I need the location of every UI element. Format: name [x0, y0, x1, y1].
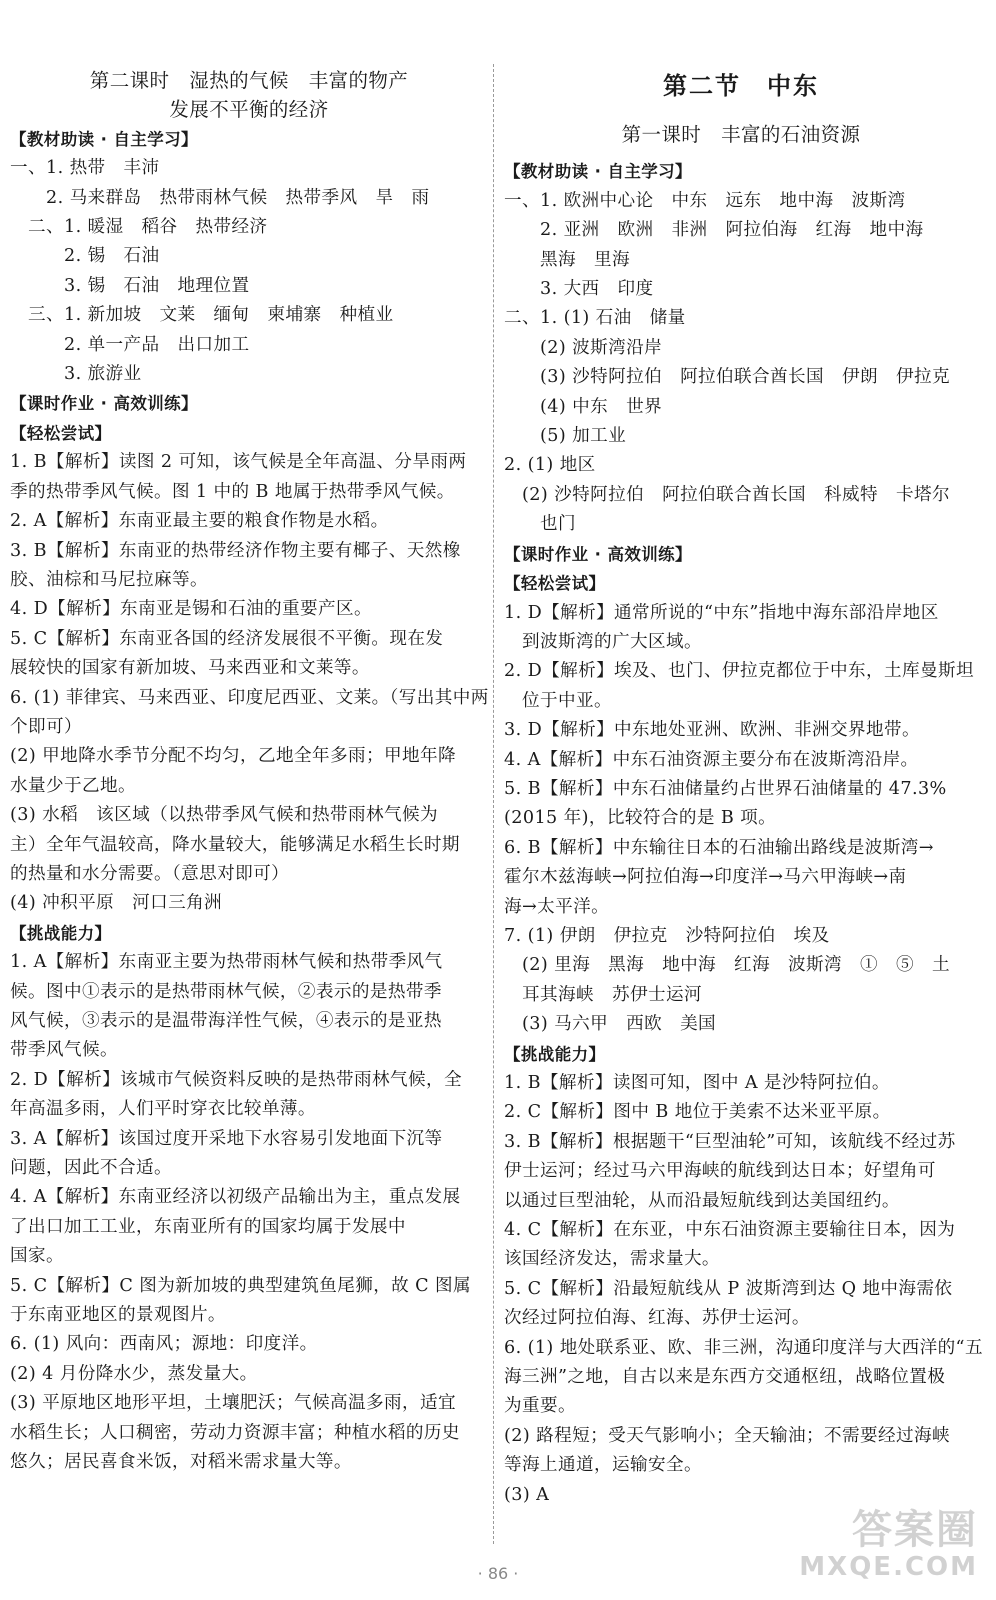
answer-line: (3) 水稻 该区域（以热带季风气候和热带雨林气候为 [10, 805, 438, 826]
answer-line: 年高温多雨，人们平时穿衣比较单薄。 [10, 1099, 316, 1120]
section-heading: 【课时作业 · 高效训练】 [10, 394, 198, 414]
answer-line: 个即可） [10, 716, 82, 737]
answer-line: 海三洲”之地，自古以来是东西方交通枢纽，战略位置极 [504, 1367, 946, 1388]
answer-line: (3) 沙特阿拉伯 阿拉伯联合酋长国 伊朗 伊拉克 [504, 367, 950, 388]
lesson-subtitle: 第一课时 丰富的石油资源 [621, 123, 861, 146]
left-column [10, 66, 488, 1478]
answer-line: 1. D【解析】通常所说的“中东”指地中海东部沿岸地区 [504, 602, 939, 623]
section-heading: 【教材助读 · 自主学习】 [10, 129, 198, 149]
answer-line: 三、1. 新加坡 文莱 缅甸 柬埔寨 种植业 [10, 305, 394, 326]
answer-line: 水量少于乙地。 [10, 775, 136, 796]
answer-line: 1. B【解析】读图 2 可知，该气候是全年高温、分旱雨两 [10, 452, 467, 473]
answer-line: 一、1. 热带 丰沛 [10, 158, 160, 179]
answer-line: 位于中亚。 [504, 690, 612, 711]
answer-line: 为重要。 [504, 1396, 576, 1417]
answer-line: 7. (1) 伊朗 伊拉克 沙特阿拉伯 埃及 [504, 925, 830, 946]
answer-line: 2. A【解析】东南亚最主要的粮食作物是水稻。 [10, 511, 389, 532]
answer-line: 2. D【解析】该城市气候资料反映的是热带雨林气候，全 [10, 1069, 462, 1090]
answer-line: 2. 单一产品 出口加工 [10, 334, 250, 355]
answer-line: 一、1. 欧洲中心论 中东 远东 地中海 波斯湾 [504, 190, 906, 211]
answer-line: 次经过阿拉伯海、红海、苏伊士运河。 [504, 1308, 810, 1329]
answer-line: 也门 [504, 514, 576, 535]
answer-line: 5. C【解析】东南亚各国的经济发展很不平衡。现在发 [10, 628, 444, 649]
answer-line: 4. D【解析】东南亚是锡和石油的重要产区。 [10, 599, 372, 620]
page-number: · 86 · [477, 1564, 519, 1583]
answer-line: 以通过巨型油轮，从而沿最短航线到达美国纽约。 [504, 1190, 900, 1211]
answer-line: 二、1. (1) 石油 储量 [504, 308, 686, 329]
answer-line: (4) 中东 世界 [504, 396, 663, 417]
answer-line: 5. C【解析】沿最短航线从 P 波斯湾到达 Q 地中海需依 [504, 1278, 953, 1299]
answer-line: 3. A【解析】该国过度开采地下水容易引发地面下沉等 [10, 1128, 443, 1149]
answer-line: (2015 年)，比较符合的是 B 项。 [504, 808, 777, 829]
answer-line: (4) 冲积平原 河口三角洲 [10, 893, 223, 914]
column-divider [493, 64, 494, 1544]
answer-line: 5. B【解析】中东石油储量约占世界石油储量的 47.3% [504, 778, 947, 799]
answer-line: 3. 大西 印度 [504, 279, 654, 300]
answer-line: 2. 亚洲 欧洲 非洲 阿拉伯海 红海 地中海 [504, 220, 924, 241]
answer-line: (2) 波斯湾沿岸 [504, 337, 663, 358]
section-heading: 【课时作业 · 高效训练】 [504, 544, 692, 564]
answer-line: 耳其海峡 苏伊士运河 [504, 984, 702, 1005]
answer-line: (3) 平原地区地形平坦，土壤肥沃；气候高温多雨，适宜 [10, 1393, 456, 1414]
answer-line: 水稻生长；人口稠密，劳动力资源丰富；种植水稻的历史 [10, 1422, 460, 1443]
answer-line: 霍尔木兹海峡→阿拉伯海→印度洋→马六甲海峡→南 [504, 867, 907, 888]
answer-line: 2. C【解析】图中 B 地位于美索不达米亚平原。 [504, 1102, 891, 1123]
answer-line: 4. A【解析】中东石油资源主要分布在波斯湾沿岸。 [504, 749, 919, 770]
answer-line: 2. D【解析】埃及、也门、伊拉克都位于中东，土库曼斯坦 [504, 661, 974, 682]
answer-line: 了出口加工工业，东南亚所有的国家均属于发展中 [10, 1216, 406, 1237]
answer-line: 胶、油棕和马尼拉麻等。 [10, 569, 208, 590]
answer-line: 的热量和水分需要。（意思对即可） [10, 863, 290, 884]
answer-line: 2. 锡 石油 [10, 246, 160, 267]
answer-line: 6. (1) 菲律宾、马来西亚、印度尼西亚、文莱。（写出其中两 [10, 687, 489, 708]
answer-line: 2. 马来群岛 热带雨林气候 热带季风 旱 雨 [10, 187, 430, 208]
answer-line: 4. C【解析】在东亚，中东石油资源主要输往日本，因为 [504, 1220, 956, 1241]
answer-line: (5) 加工业 [504, 426, 627, 447]
section-heading: 【挑战能力】 [504, 1044, 606, 1064]
section-heading: 【轻松尝试】 [504, 574, 606, 594]
watermark-url: MXQE.COM [799, 1552, 978, 1582]
answer-line: 5. C【解析】C 图为新加坡的典型建筑鱼尾狮，故 C 图属 [10, 1275, 472, 1296]
answer-line: 伊士运河；经过马六甲海峡的航线到达日本；好望角可 [504, 1161, 936, 1182]
answer-line: 该国经济发达，需求量大。 [504, 1249, 720, 1270]
answer-line: 展较快的国家有新加坡、马来西亚和文莱等。 [10, 658, 370, 679]
answer-line: 季的热带季风气候。图 1 中的 B 地属于热带季风气候。 [10, 481, 455, 502]
answer-line: (3) 马六甲 西欧 美国 [504, 1014, 717, 1035]
answer-line: 1. B【解析】读图可知，图中 A 是沙特阿拉伯。 [504, 1073, 890, 1093]
answer-line: 带季风气候。 [10, 1040, 118, 1061]
right-answer-lines [504, 157, 983, 1510]
section-heading: 【轻松尝试】 [10, 423, 112, 443]
answer-line: 3. B【解析】东南亚的热带经济作物主要有椰子、天然橡 [10, 540, 461, 561]
answer-line: 于东南亚地区的景观图片。 [10, 1305, 226, 1326]
answer-line: 二、1. 暖湿 稻谷 热带经济 [10, 217, 268, 238]
answer-line: 6. (1) 地处联系亚、欧、非三洲，沟通印度洋与大西洋的“五 [504, 1337, 983, 1358]
watermark-logo [799, 1508, 978, 1582]
left-answer-lines [10, 125, 488, 1478]
answer-line: (2) 里海 黑海 地中海 红海 波斯湾 ① ⑤ 土 [504, 955, 950, 976]
answer-line: 3. D【解析】中东地处亚洲、欧洲、非洲交界地带。 [504, 720, 920, 741]
answer-line: 黑海 里海 [504, 249, 630, 270]
answer-line: 风气候，③表示的是温带海洋性气候，④表示的是亚热 [10, 1011, 442, 1031]
answer-line: 悠久；居民喜食米饭，对稻米需求量大等。 [10, 1452, 352, 1473]
answer-line: 主）全年气温较高，降水量较大，能够满足水稻生长时期 [10, 834, 460, 855]
answer-line: 1. A【解析】东南亚主要为热带雨林气候和热带季风气 [10, 952, 443, 973]
answer-line: 候。图中①表示的是热带雨林气候，②表示的是热带季 [10, 981, 442, 1002]
lesson-title-line1: 第二课时 湿热的气候 丰富的物产 [89, 69, 409, 92]
section-title: 第二节 中东 [663, 71, 819, 100]
answer-line: (2) 路程短；受天气影响小；全天输油；不需要经过海峡 [504, 1425, 950, 1446]
answer-line: 4. A【解析】东南亚经济以初级产品输出为主，重点发展 [10, 1187, 461, 1208]
answer-line: 等海上通道，运输安全。 [504, 1455, 702, 1476]
answer-line: 3. B【解析】根据题干“巨型油轮”可知，该航线不经过苏 [504, 1131, 956, 1152]
watermark-logo-text: 答案圈 [852, 1507, 978, 1553]
lesson-title-line2: 发展不平衡的经济 [169, 98, 329, 122]
answer-line: 6. B【解析】中东输往日本的石油输出路线是波斯湾→ [504, 837, 934, 858]
answer-line: (2) 4 月份降水少，蒸发量大。 [10, 1363, 258, 1384]
answer-line: 3. 旅游业 [10, 364, 142, 385]
answer-line: (2) 甲地降水季节分配不均匀，乙地全年多雨；甲地年降 [10, 746, 456, 767]
section-heading: 【教材助读 · 自主学习】 [504, 162, 692, 182]
answer-line: 3. 锡 石油 地理位置 [10, 275, 250, 296]
answer-line: (3) A [504, 1484, 550, 1505]
answer-line: 6. (1) 风向：西南风；源地：印度洋。 [10, 1334, 318, 1355]
right-column [504, 66, 983, 1510]
answer-line: 国家。 [10, 1246, 64, 1267]
answer-line: (2) 沙特阿拉伯 阿拉伯联合酋长国 科威特 卡塔尔 [504, 484, 950, 505]
answer-line: 海→太平洋。 [504, 896, 610, 917]
answer-line: 问题，因此不合适。 [10, 1158, 172, 1179]
answer-line: 2. (1) 地区 [504, 455, 596, 476]
answer-line: 到波斯湾的广大区域。 [504, 631, 702, 652]
section-heading: 【挑战能力】 [10, 923, 112, 943]
